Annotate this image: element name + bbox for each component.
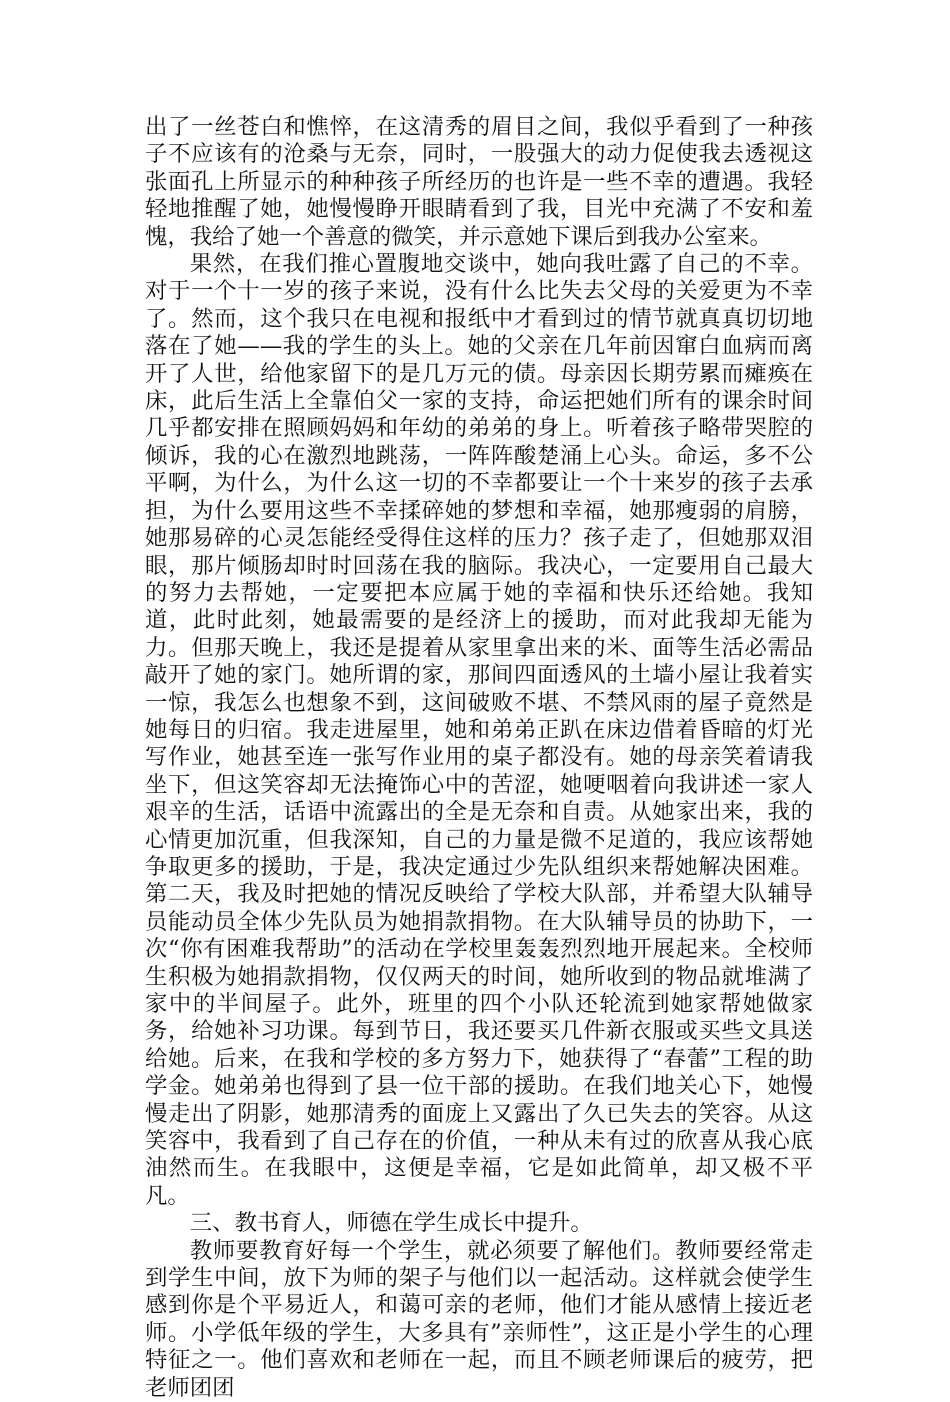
paragraph-section-body: 教师要教育好每一个学生，就必须要了解他们。教师要经常走到学生中间，放下为师的架子与他们以一起活动。这样就会使学生感到你是个平易近人，和蔼可亲的老师，他们才能从感情上接近老师。小学低年级的学生，大多具有”亲师性”，这正是小学生的心理特征之一。他们喜欢和老师在一起，而且不顾老师课后的疲劳，把老师团团 — [145, 1237, 813, 1401]
paragraph-story: 果然，在我们推心置腹地交谈中，她向我吐露了自己的不幸。对于一个十一岁的孩子来说，没有什么比失去父母的关爱更为不幸了。然而，这个我只在电视和报纸中才看到过的情节就真真切切地落在了她——我的学生的头上。她的父亲在几年前因窜白血病而离开了人世，给他家留下的是几万元的债。母亲因长期劳累而瘫痪在床，此后生活上全靠伯父一家的支持，命运把她们所有的课余时间几乎都安排在照顾妈妈和年幼的弟弟的身上。听着孩子略带哭腔的倾诉，我的心在激烈地跳荡，一阵阵酸楚涌上心头。命运，多不公平啊，为什么，为什么这一切的不幸都要让一个十来岁的孩子去承担，为什么要用这些不幸揉碎她的梦想和幸福，她那瘦弱的肩膀，她那易碎的心灵怎能经受得住这样的压力？孩子走了，但她那双泪眼，那片倾肠却时时回荡在我的脑际。我决心，一定要用自己最大的努力去帮她，一定要把本应属于她的幸福和快乐还给她。我知道，此时此刻，她最需要的是经济上的援助，而对此我却无能为力。但那天晚上，我还是提着从家里拿出来的米、面等生活必需品敲开了她的家门。她所谓的家，那间四面透风的土墙小屋让我着实一惊，我怎么也想象不到，这间破败不堪、不禁风雨的屋子竟然是她每日的归宿。我走进屋里，她和弟弟正趴在床边借着昏暗的灯光写作业，她甚至连一张写作业用的桌子都没有。她的母亲笑着请我坐下，但这笑容却无法掩饰心中的苦涩，她哽咽着向我讲述一家人艰辛的生活，话语中流露出的全是无奈和自责。从她家出来，我的心情更加沉重，但我深知，自己的力量是微不足道的，我应该帮她争取更多的援助，于是，我决定通过少先队组织来帮她解决困难。第二天，我及时把她的情况反映给了学校大队部，并希望大队辅导员能动员全体少先队员为她捐款捐物。在大队辅导员的协助下，一次“你有困难我帮助”的活动在学校里轰轰烈烈地开展起来。全校师生积极为她捐款捐物，仅仅两天的时间，她所收到的物品就堆满了家中的半间屋子。此外，班里的四个小队还轮流到她家帮她做家务，给她补习功课。每到节日，我还要买几件新衣服或买些文具送给她。后来，在我和学校的多方努力下，她获得了“春蕾”工程的助学金。她弟弟也得到了县一位干部的援助。在我们地关心下，她慢慢走出了阴影，她那清秀的面庞上又露出了久已失去的笑容。从这笑容中，我看到了自己存在的价值，一种从未有过的欣喜从我心底油然而生。在我眼中，这便是幸福，它是如此简单，却又极不平凡。 — [145, 251, 813, 1209]
paragraph-continuation: 出了一丝苍白和憔悴，在这清秀的眉目之间，我似乎看到了一种孩子不应该有的沧桑与无奈，同时，一股强大的动力促使我去透视这张面孔上所显示的种种孩子所经历的也许是一些不幸的遭遇。我轻轻地推醒了她，她慢慢睁开眼睛看到了我，目光中充满了不安和羞愧，我给了她一个善意的微笑，并示意她下课后到我办公室来。 — [145, 114, 813, 250]
section-heading: 三、教书育人，师德在学生成长中提升。 — [189, 1210, 593, 1237]
document-page — [145, 114, 813, 1402]
